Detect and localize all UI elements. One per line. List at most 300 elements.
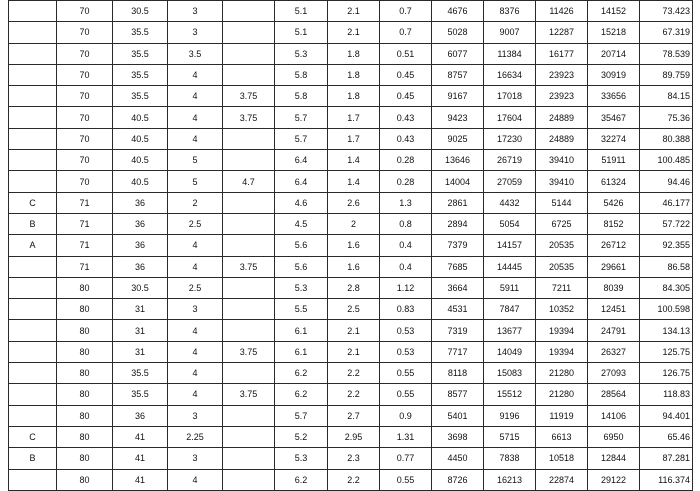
table-cell: 1.4: [328, 171, 380, 192]
row-label-cell: [9, 107, 57, 128]
table-cell: 5.8: [275, 86, 328, 107]
row-label-cell: [9, 128, 57, 149]
table-cell: 6950: [588, 426, 640, 447]
table-cell: 57.722: [640, 213, 693, 234]
table-cell: 80: [57, 299, 113, 320]
table-cell: 5.1: [275, 22, 328, 43]
table-cell: 15083: [484, 363, 536, 384]
table-cell: 8376: [484, 1, 536, 22]
table-cell: 6.2: [275, 363, 328, 384]
table-row: [9, 22, 693, 43]
table-cell: 8039: [588, 277, 640, 298]
table-cell: 1.7: [328, 128, 380, 149]
table-cell: 51911: [588, 150, 640, 171]
table-cell: 125.75: [640, 341, 693, 362]
table-cell: 2.2: [328, 384, 380, 405]
table-cell: 6613: [536, 426, 588, 447]
row-label-cell: B: [9, 448, 57, 469]
table-cell: 2.5: [328, 299, 380, 320]
table-row: [9, 171, 693, 192]
table-row: [9, 405, 693, 426]
table-cell: 5.3: [275, 448, 328, 469]
table-cell: 2.1: [328, 341, 380, 362]
table-cell: 6725: [536, 213, 588, 234]
table-row: [9, 363, 693, 384]
table-cell: 14004: [432, 171, 484, 192]
table-cell: 41: [113, 469, 168, 490]
table-cell: 78.539: [640, 43, 693, 64]
row-label-cell: C: [9, 192, 57, 213]
table-cell: 17018: [484, 86, 536, 107]
table-cell: 2.2: [328, 363, 380, 384]
table-cell: 40.5: [113, 128, 168, 149]
row-label-cell: [9, 405, 57, 426]
table-cell: 0.28: [380, 171, 432, 192]
table-cell: 92.355: [640, 235, 693, 256]
table-cell: 3: [168, 299, 223, 320]
table-cell: 8757: [432, 64, 484, 85]
table-cell: 35.5: [113, 363, 168, 384]
table-cell: 80: [57, 363, 113, 384]
table-cell: 80: [57, 448, 113, 469]
table-cell: 26712: [588, 235, 640, 256]
table-cell: 0.77: [380, 448, 432, 469]
table-cell: 31: [113, 299, 168, 320]
table-cell: 12287: [536, 22, 588, 43]
table-cell: [223, 405, 275, 426]
table-cell: 35.5: [113, 86, 168, 107]
table-cell: 5.6: [275, 235, 328, 256]
table-cell: 31: [113, 320, 168, 341]
table-cell: 40.5: [113, 171, 168, 192]
table-row: [9, 235, 693, 256]
table-cell: 35.5: [113, 43, 168, 64]
table-cell: [223, 235, 275, 256]
table-cell: 14157: [484, 235, 536, 256]
table-cell: 40.5: [113, 150, 168, 171]
table-cell: 2.3: [328, 448, 380, 469]
table-cell: 70: [57, 107, 113, 128]
table-cell: 0.55: [380, 469, 432, 490]
table-cell: 3: [168, 22, 223, 43]
table-cell: 1.31: [380, 426, 432, 447]
table-cell: 4.7: [223, 171, 275, 192]
table-cell: 7319: [432, 320, 484, 341]
table-cell: 11426: [536, 1, 588, 22]
table-cell: 70: [57, 1, 113, 22]
table-cell: 29661: [588, 256, 640, 277]
table-cell: 6.1: [275, 341, 328, 362]
table-cell: 71: [57, 192, 113, 213]
table-row: [9, 1, 693, 22]
table-cell: 70: [57, 22, 113, 43]
table-cell: 6.2: [275, 469, 328, 490]
table-cell: 87.281: [640, 448, 693, 469]
table-row: [9, 448, 693, 469]
table-cell: 80: [57, 469, 113, 490]
table-cell: [223, 22, 275, 43]
table-cell: 4.6: [275, 192, 328, 213]
table-cell: 0.53: [380, 320, 432, 341]
table-cell: [223, 213, 275, 234]
table-cell: 35.5: [113, 64, 168, 85]
table-cell: 20535: [536, 256, 588, 277]
table-cell: 31: [113, 341, 168, 362]
table-cell: 70: [57, 64, 113, 85]
table-row: [9, 213, 693, 234]
table-cell: 2.1: [328, 320, 380, 341]
table-cell: 8152: [588, 213, 640, 234]
table-cell: 5715: [484, 426, 536, 447]
row-label-cell: [9, 320, 57, 341]
table-cell: 0.7: [380, 1, 432, 22]
table-cell: 73.423: [640, 1, 693, 22]
table-cell: 23923: [536, 64, 588, 85]
table-row: [9, 107, 693, 128]
table-cell: 71: [57, 256, 113, 277]
table-cell: 5.7: [275, 405, 328, 426]
table-cell: [223, 64, 275, 85]
table-cell: 5911: [484, 277, 536, 298]
table-cell: [223, 426, 275, 447]
row-label-cell: [9, 22, 57, 43]
table-cell: 80.388: [640, 128, 693, 149]
table-cell: 70: [57, 171, 113, 192]
table-cell: 11384: [484, 43, 536, 64]
row-label-cell: [9, 1, 57, 22]
table-cell: 0.43: [380, 107, 432, 128]
table-cell: 4: [168, 86, 223, 107]
table-cell: 14049: [484, 341, 536, 362]
table-cell: [223, 192, 275, 213]
table-cell: 3698: [432, 426, 484, 447]
table-cell: 21280: [536, 363, 588, 384]
table-cell: 80: [57, 426, 113, 447]
table-cell: 8577: [432, 384, 484, 405]
table-cell: 5028: [432, 22, 484, 43]
table-cell: 3.75: [223, 384, 275, 405]
table-row: [9, 150, 693, 171]
table-cell: 3: [168, 448, 223, 469]
row-label-cell: [9, 256, 57, 277]
table-cell: 5.1: [275, 1, 328, 22]
table-cell: [223, 277, 275, 298]
table-cell: 24889: [536, 128, 588, 149]
table-cell: 0.28: [380, 150, 432, 171]
table-cell: 10518: [536, 448, 588, 469]
table-cell: 3.5: [168, 43, 223, 64]
table-cell: [223, 43, 275, 64]
table-cell: [223, 1, 275, 22]
table-cell: 4: [168, 320, 223, 341]
table-cell: 2.1: [328, 22, 380, 43]
row-label-cell: [9, 299, 57, 320]
table-cell: 75.36: [640, 107, 693, 128]
table-cell: 2.7: [328, 405, 380, 426]
table-cell: 3.75: [223, 341, 275, 362]
table-cell: 16634: [484, 64, 536, 85]
table-cell: 1.8: [328, 64, 380, 85]
table-cell: 29122: [588, 469, 640, 490]
table-cell: 14106: [588, 405, 640, 426]
table-cell: 5.5: [275, 299, 328, 320]
table-cell: 2.6: [328, 192, 380, 213]
table-cell: 0.83: [380, 299, 432, 320]
table-cell: 94.46: [640, 171, 693, 192]
table-cell: 5426: [588, 192, 640, 213]
table-cell: 2: [328, 213, 380, 234]
table-cell: 4.5: [275, 213, 328, 234]
row-label-cell: [9, 277, 57, 298]
table-cell: 70: [57, 43, 113, 64]
table-cell: 35467: [588, 107, 640, 128]
table-cell: 14445: [484, 256, 536, 277]
table-cell: 20714: [588, 43, 640, 64]
table-cell: 35.5: [113, 384, 168, 405]
table-cell: 16213: [484, 469, 536, 490]
table-cell: [223, 128, 275, 149]
table-cell: 5.8: [275, 64, 328, 85]
row-label-cell: [9, 150, 57, 171]
table-cell: 12451: [588, 299, 640, 320]
table-cell: 36: [113, 235, 168, 256]
table-cell: 5: [168, 171, 223, 192]
table-cell: 9423: [432, 107, 484, 128]
table-cell: [223, 448, 275, 469]
table-cell: 4: [168, 384, 223, 405]
table-cell: 4676: [432, 1, 484, 22]
table-cell: 7717: [432, 341, 484, 362]
table-cell: 5144: [536, 192, 588, 213]
table-cell: 3.75: [223, 256, 275, 277]
table-cell: 28564: [588, 384, 640, 405]
table-cell: 2.5: [168, 213, 223, 234]
table-cell: 36: [113, 192, 168, 213]
table-cell: 1.7: [328, 107, 380, 128]
table-cell: 100.598: [640, 299, 693, 320]
table-body: [9, 1, 693, 491]
table-cell: 15512: [484, 384, 536, 405]
table-cell: 9167: [432, 86, 484, 107]
table-cell: 5.7: [275, 107, 328, 128]
table-cell: 2.8: [328, 277, 380, 298]
table-cell: 3.75: [223, 86, 275, 107]
table-cell: 4432: [484, 192, 536, 213]
data-sheet: [8, 0, 692, 491]
table-cell: 33656: [588, 86, 640, 107]
table-cell: 1.8: [328, 86, 380, 107]
table-cell: [223, 469, 275, 490]
table-cell: 80: [57, 405, 113, 426]
table-cell: [223, 150, 275, 171]
table-cell: 1.12: [380, 277, 432, 298]
table-row: [9, 341, 693, 362]
table-cell: 0.55: [380, 363, 432, 384]
table-cell: 30.5: [113, 277, 168, 298]
table-cell: 2: [168, 192, 223, 213]
table-cell: 24889: [536, 107, 588, 128]
table-row: [9, 43, 693, 64]
table-cell: 9007: [484, 22, 536, 43]
table-cell: 4: [168, 256, 223, 277]
table-cell: 116.374: [640, 469, 693, 490]
table-cell: 4: [168, 235, 223, 256]
table-cell: 1.8: [328, 43, 380, 64]
table-cell: 1.6: [328, 235, 380, 256]
table-cell: 71: [57, 213, 113, 234]
table-cell: 4: [168, 128, 223, 149]
row-label-cell: [9, 64, 57, 85]
table-cell: 19394: [536, 320, 588, 341]
table-row: [9, 469, 693, 490]
table-cell: 0.9: [380, 405, 432, 426]
table-cell: 0.4: [380, 235, 432, 256]
table-cell: 24791: [588, 320, 640, 341]
table-cell: 35.5: [113, 22, 168, 43]
table-cell: 0.4: [380, 256, 432, 277]
table-cell: 80: [57, 320, 113, 341]
table-cell: 4: [168, 341, 223, 362]
table-cell: 27059: [484, 171, 536, 192]
table-cell: 4: [168, 469, 223, 490]
table-cell: 17604: [484, 107, 536, 128]
table-cell: 14152: [588, 1, 640, 22]
table-cell: 4531: [432, 299, 484, 320]
table-cell: 27093: [588, 363, 640, 384]
table-cell: 17230: [484, 128, 536, 149]
table-row: [9, 384, 693, 405]
row-label-cell: B: [9, 213, 57, 234]
table-cell: 6.1: [275, 320, 328, 341]
table-cell: 61324: [588, 171, 640, 192]
table-cell: 6.4: [275, 150, 328, 171]
table-cell: 0.51: [380, 43, 432, 64]
table-cell: 11919: [536, 405, 588, 426]
table-cell: 3.75: [223, 107, 275, 128]
table-cell: 8726: [432, 469, 484, 490]
table-cell: 5.3: [275, 277, 328, 298]
table-cell: 5.7: [275, 128, 328, 149]
table-cell: 9196: [484, 405, 536, 426]
row-label-cell: [9, 469, 57, 490]
table-cell: 2.1: [328, 1, 380, 22]
table-row: [9, 128, 693, 149]
table-cell: 70: [57, 86, 113, 107]
table-cell: 15218: [588, 22, 640, 43]
table-cell: 20535: [536, 235, 588, 256]
table-cell: 21280: [536, 384, 588, 405]
table-cell: 5.2: [275, 426, 328, 447]
table-cell: [223, 363, 275, 384]
table-cell: 118.83: [640, 384, 693, 405]
table-row: [9, 426, 693, 447]
table-cell: 65.46: [640, 426, 693, 447]
table-cell: 100.485: [640, 150, 693, 171]
table-cell: 26719: [484, 150, 536, 171]
table-cell: 1.6: [328, 256, 380, 277]
table-cell: 9025: [432, 128, 484, 149]
row-label-cell: [9, 43, 57, 64]
table-cell: 80: [57, 384, 113, 405]
table-cell: 134.13: [640, 320, 693, 341]
table-cell: 13646: [432, 150, 484, 171]
table-cell: 70: [57, 150, 113, 171]
table-row: [9, 320, 693, 341]
table-cell: 5401: [432, 405, 484, 426]
table-cell: 3: [168, 1, 223, 22]
table-row: [9, 299, 693, 320]
table-cell: [223, 320, 275, 341]
table-cell: 4450: [432, 448, 484, 469]
table-cell: 86.58: [640, 256, 693, 277]
table-cell: 1.3: [380, 192, 432, 213]
table-cell: 84.15: [640, 86, 693, 107]
table-row: [9, 256, 693, 277]
table-cell: 71: [57, 235, 113, 256]
table-cell: 2894: [432, 213, 484, 234]
table-cell: 2861: [432, 192, 484, 213]
table-cell: 8118: [432, 363, 484, 384]
table-cell: [223, 299, 275, 320]
table-cell: 41: [113, 426, 168, 447]
table-row: [9, 64, 693, 85]
table-cell: 5.6: [275, 256, 328, 277]
table-row: [9, 192, 693, 213]
table-cell: 4: [168, 107, 223, 128]
table-cell: 23923: [536, 86, 588, 107]
table-cell: 7685: [432, 256, 484, 277]
table-cell: 22874: [536, 469, 588, 490]
table-row: [9, 277, 693, 298]
spec-table: [8, 0, 693, 491]
table-cell: 46.177: [640, 192, 693, 213]
table-cell: 41: [113, 448, 168, 469]
table-cell: 13677: [484, 320, 536, 341]
table-cell: 70: [57, 128, 113, 149]
table-cell: 6.4: [275, 171, 328, 192]
table-cell: 36: [113, 405, 168, 426]
table-cell: 0.8: [380, 213, 432, 234]
table-cell: 7847: [484, 299, 536, 320]
table-cell: 2.25: [168, 426, 223, 447]
table-cell: 10352: [536, 299, 588, 320]
table-cell: 30919: [588, 64, 640, 85]
table-cell: 3664: [432, 277, 484, 298]
table-cell: 12844: [588, 448, 640, 469]
row-label-cell: [9, 341, 57, 362]
table-cell: 67.319: [640, 22, 693, 43]
table-cell: 36: [113, 256, 168, 277]
table-cell: 4: [168, 363, 223, 384]
table-cell: 7211: [536, 277, 588, 298]
table-cell: 36: [113, 213, 168, 234]
table-cell: 84.305: [640, 277, 693, 298]
table-cell: 0.7: [380, 22, 432, 43]
table-cell: 0.53: [380, 341, 432, 362]
row-label-cell: [9, 86, 57, 107]
table-cell: 0.43: [380, 128, 432, 149]
table-cell: 19394: [536, 341, 588, 362]
table-cell: 40.5: [113, 107, 168, 128]
table-cell: 32274: [588, 128, 640, 149]
table-cell: 80: [57, 277, 113, 298]
row-label-cell: A: [9, 235, 57, 256]
table-cell: 89.759: [640, 64, 693, 85]
table-cell: 94.401: [640, 405, 693, 426]
table-cell: 6.2: [275, 384, 328, 405]
table-cell: 39410: [536, 150, 588, 171]
table-cell: 4: [168, 64, 223, 85]
